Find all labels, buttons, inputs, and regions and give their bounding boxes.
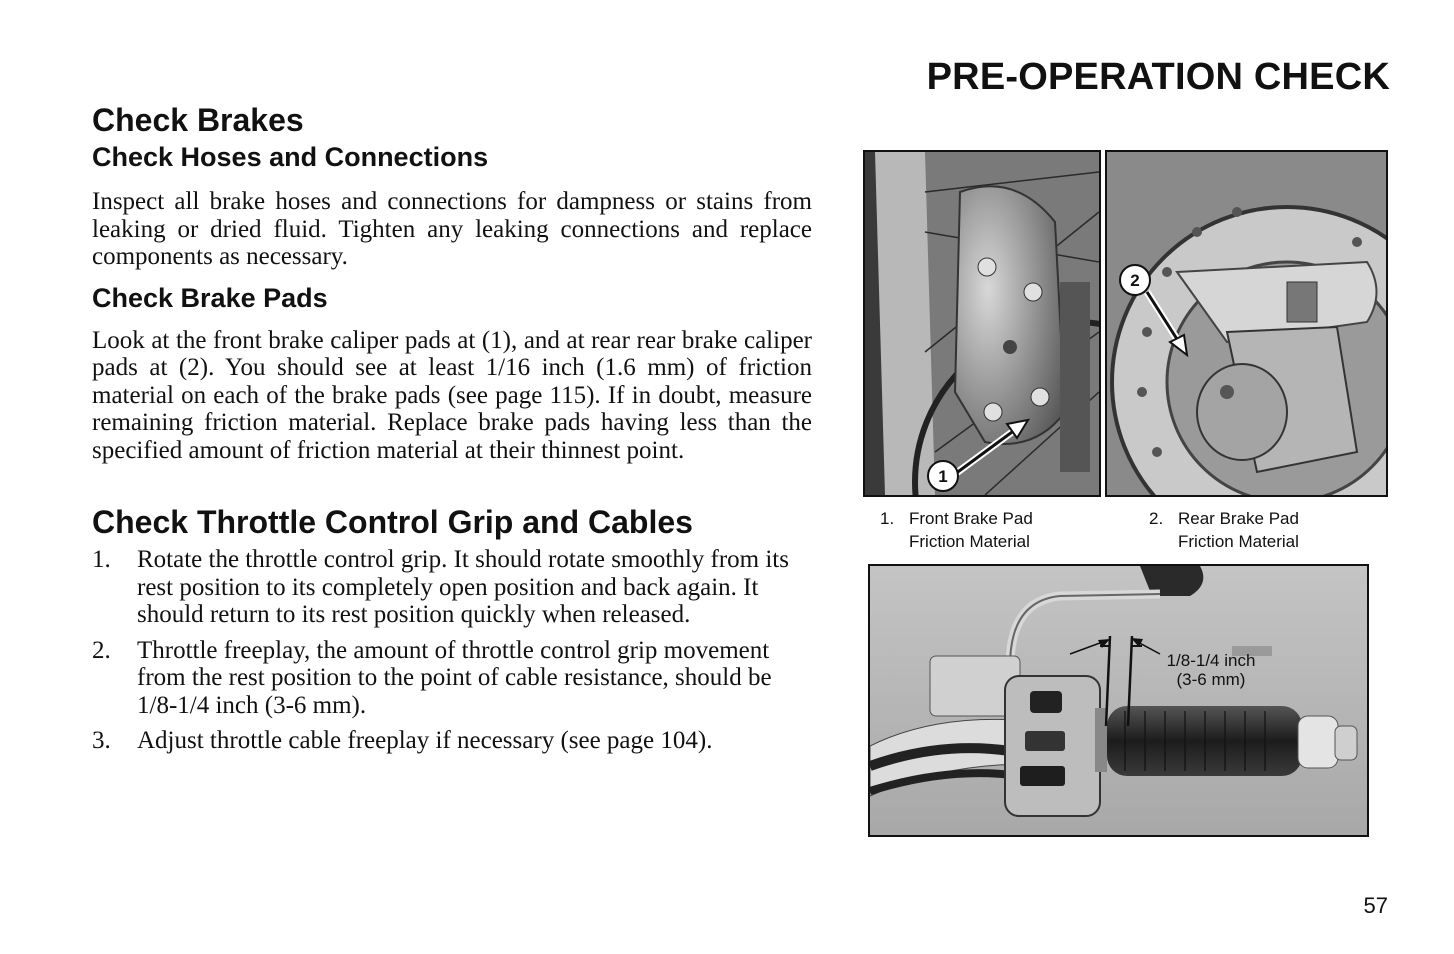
caption-line: Friction Material	[1178, 532, 1299, 551]
step-number: 2.	[92, 636, 111, 664]
step-number: 3.	[92, 727, 111, 754]
hoses-connections-heading: Check Hoses and Connections	[92, 142, 489, 172]
throttle-heading: Check Throttle Control Grip and Cables	[92, 504, 693, 540]
front-brake-illustration	[865, 152, 1099, 495]
list-item	[92, 546, 812, 629]
brake-pads-text: Look at the front brake caliper pads at (1), and at rear rear brake caliper pads at (2). You should see at least 1/16 inch (1.6 mm) of friction material on each of the brake pads (see page 115). If in doubt, measure remaining friction material. Replace brake pads having less than the specified amount of friction material at their thinnest point.	[92, 326, 812, 464]
caption-front-brake-pad	[880, 507, 1033, 553]
list-item	[92, 727, 812, 755]
check-brakes-heading: Check Brakes	[92, 102, 304, 138]
hoses-connections-text: Inspect all brake hoses and connections for dampness or stains from leaking or dried fluid. Tighten any leaking connections and replace components as necessary.	[92, 188, 812, 270]
step-text: Throttle freeplay, the amount of throttle control grip movement from the rest position to the point of cable resistance, should be 1/8-1/4 inch (3-6 mm).	[137, 636, 772, 719]
throttle-grip-photo	[868, 564, 1369, 837]
page-number: 57	[1363, 893, 1388, 918]
rear-brake-illustration	[1107, 152, 1386, 495]
front-brake-photo	[863, 150, 1101, 497]
left-column	[92, 100, 812, 763]
caption-number: 1.	[880, 509, 895, 528]
step-number: 1.	[92, 546, 111, 573]
step-text: Adjust throttle cable freeplay if necessary (see page 104).	[137, 727, 713, 754]
freeplay-mm: (3-6 mm)	[1176, 670, 1246, 689]
brake-pads-heading: Check Brake Pads	[92, 282, 328, 313]
callout-label-2: 2	[1130, 271, 1140, 290]
throttle-steps-list	[92, 546, 812, 755]
step-text: Rotate the throttle control grip. It should rotate smoothly from its rest position to its completely open position and back again. It should return to its rest position quickly when released.	[137, 546, 789, 628]
freeplay-inch: 1/8-1/4 inch	[1166, 651, 1256, 670]
caption-rear-brake-pad	[1149, 507, 1299, 553]
caption-line: Rear Brake Pad	[1178, 509, 1299, 528]
freeplay-measurement-label	[1146, 651, 1276, 689]
caption-line: Front Brake Pad	[909, 509, 1033, 528]
caption-number: 2.	[1149, 509, 1164, 528]
callout-label-1: 1	[938, 467, 948, 486]
caption-line: Friction Material	[909, 532, 1030, 551]
rear-brake-photo	[1105, 150, 1388, 497]
page-header-title: PRE-OPERATION CHECK	[926, 56, 1390, 98]
throttle-grip-illustration	[870, 566, 1367, 835]
list-item	[92, 637, 812, 720]
